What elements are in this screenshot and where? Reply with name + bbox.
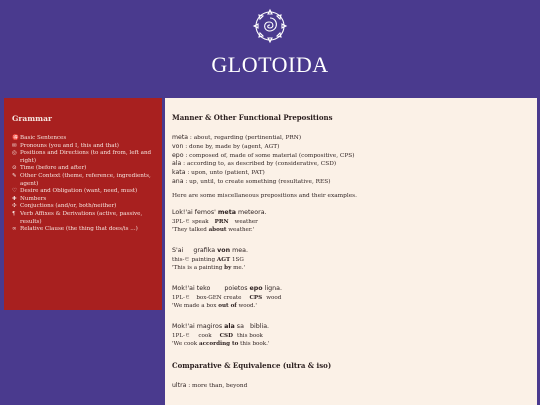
example-block	[172, 285, 530, 312]
example-block	[172, 209, 530, 236]
pencil-icon: ✎	[12, 172, 17, 179]
envelope-icon: ✉	[12, 142, 17, 149]
preposition-item: epo : composed of, made of some material (compositive, CPS)	[172, 151, 355, 159]
sidebar-item-pronouns[interactable]: ✉ Pronouns (you and I, this and that)	[12, 142, 119, 149]
example-sentence: S'ai grafika von mea.	[172, 246, 248, 254]
section-title-manner: Manner & Other Functional Prepositions	[172, 113, 333, 122]
sidebar-item-conjunctions[interactable]: ✣ Conjuctions (and/or, both/neither)	[12, 203, 117, 210]
preposition-item: ultra : more than, beyond	[172, 381, 248, 389]
example-gloss: 1PL-ㅌ box-GEN create CPS wood	[172, 294, 282, 301]
example-translation: 'We made a box out of wood.'	[172, 303, 257, 310]
section-title-comparative: Comparative & Equivalence (ultra & iso)	[172, 360, 332, 370]
intro-text: Here are some miscellaneous prepositions and their examples.	[172, 192, 357, 199]
example-gloss: 1PL-ㅌ cook CSD this book	[172, 332, 263, 339]
sidebar-item-other-context[interactable]: ✎ Other Context (theme, reference, ingredients, agent)	[12, 172, 151, 187]
preposition-item: kata : upon, unto (patient, PAT)	[172, 169, 265, 177]
example-block	[172, 247, 530, 274]
numbers-icon: ✚	[12, 195, 17, 202]
paragraph-icon: ¶	[12, 210, 16, 217]
sidebar-item-time[interactable]: ⊙ Time (before and after)	[12, 165, 87, 172]
target-icon: ◎	[12, 150, 17, 157]
example-sentence: Mok!'ai magiros ala sa biblia.	[172, 322, 270, 330]
sidebar-item-desire[interactable]: ♡ Desire and Obligation (want, need, must)	[12, 188, 138, 195]
clock-icon: ⊙	[12, 165, 17, 172]
infinity-icon: ∞	[12, 226, 17, 233]
main-content	[165, 98, 537, 405]
site-title[interactable]: GLOTOIDA	[211, 52, 329, 77]
sidebar-item-positions[interactable]: ◎ Positions and Directions (to and from, left and right)	[12, 150, 152, 164]
sidebar-item-relative-clause[interactable]: ∞ Relative Clause (the thing that does/is ...)	[12, 226, 138, 233]
example-translation: 'They talked about weather.'	[172, 227, 255, 234]
sidebar-title: Grammar	[12, 114, 52, 123]
sidebar-item-numbers[interactable]: ✚ Numbers	[12, 195, 47, 202]
preposition-list	[172, 134, 530, 187]
example-sentence: Mok!'ai teko poietos epo ligna.	[172, 284, 282, 292]
sidebar-item-basic-sentences[interactable]: 🉐 Basic Sentences	[12, 135, 67, 141]
rose-spiral-icon	[248, 4, 292, 48]
example-gloss: 3PL-ㅌ speak PRN weather	[172, 218, 258, 225]
example-translation: 'This is a painting by me.'	[172, 265, 246, 272]
example-translation: 'We cook according to this book.'	[172, 341, 270, 348]
heart-icon: ♡	[12, 188, 18, 195]
example-block	[172, 323, 530, 350]
preposition-item: ala : according to, as described by (considerative, CSD)	[172, 160, 337, 168]
example-sentence: Lok!'ai femos' meta meteora.	[172, 208, 267, 216]
example-gloss: this-ㅌ painting AGT 1SG	[172, 256, 244, 263]
sentence-icon: 🉐	[12, 135, 19, 141]
grammar-sidebar	[4, 98, 162, 310]
preposition-item: von : done by, made by (agent, AGT)	[172, 142, 280, 150]
link-icon: ✣	[12, 203, 17, 210]
preposition-item: ana : up, until, to create something (resultative, RES)	[172, 177, 331, 185]
preposition-item: meta : about, regarding (pertinential, PRN)	[172, 134, 302, 141]
sidebar-item-verb-affixes[interactable]: ¶ Verb Affixes & Derivations (active, passive, results)	[12, 210, 143, 225]
